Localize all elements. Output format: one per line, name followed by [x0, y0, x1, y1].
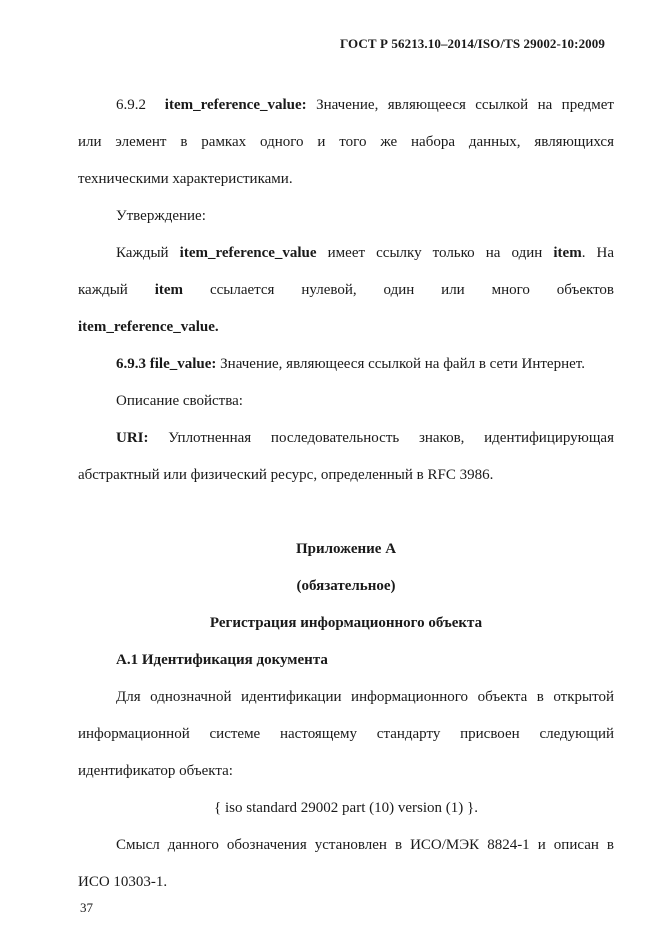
- s692-term: item_reference_value:: [164, 97, 307, 113]
- page-number: 37: [80, 900, 93, 915]
- assertion-term: item_reference_value: [179, 245, 317, 261]
- assertion-text-c: . На: [581, 245, 615, 261]
- annex-status-text: (обязательное): [296, 578, 396, 594]
- a1-p2-line-2: ИСО 10303-1.: [78, 874, 168, 890]
- a1-heading: [116, 651, 614, 669]
- uri-line-1: [116, 429, 614, 447]
- assertion-line-2: [78, 281, 614, 299]
- annex-heading-text: Регистрация информационного объекта: [209, 615, 483, 631]
- uri-line-2: абстрактный или физический ресурс, определенный в RFC 3986.: [78, 467, 494, 483]
- s693-term: 6.9.3 file_value:: [116, 356, 217, 372]
- s692-line-2: или элемент в рамках одного и того же набора данных, являющихся: [78, 134, 614, 150]
- annex-title-text: Приложение А: [295, 541, 397, 557]
- a1-heading-text: А.1 Идентификация документа: [116, 652, 328, 668]
- assertion-line-1: [116, 244, 614, 262]
- assertion-text-e: ссылается нулевой, один или много объектов: [209, 282, 615, 298]
- property-label: Описание свойства:: [116, 393, 243, 409]
- assertion-text-b: имеет ссылку только на один: [327, 245, 543, 261]
- a1-p1-line-3: идентификатор объекта:: [78, 763, 233, 779]
- s693-line: [116, 355, 614, 373]
- s692-text: Значение, являющееся ссылкой на предмет: [316, 97, 614, 113]
- a1-p1-line-2: информационной системе настоящему стандарту присвоен следующий: [78, 726, 614, 742]
- s692-line-3: техническими характеристиками.: [78, 171, 293, 187]
- assertion-item: item: [553, 245, 582, 261]
- s693-text: Значение, являющееся ссылкой на файл в сети Интернет.: [220, 356, 585, 372]
- s692-line-1: [116, 96, 614, 114]
- page-header: ГОСТ Р 56213.10–2014/ISO/TS 29002-10:2009: [339, 36, 605, 51]
- assertion-label: Утверждение:: [116, 208, 206, 224]
- assertion-term-2: item_reference_value.: [78, 319, 219, 335]
- uri-text: Уплотненная последовательность знаков, идентифицирующая: [168, 430, 614, 446]
- assertion-text-a: Каждый: [116, 245, 169, 261]
- uri-term: URI:: [116, 430, 149, 446]
- annex-status: [78, 577, 614, 595]
- object-identifier: { iso standard 29002 part (10) version (1) }.: [214, 800, 478, 816]
- annex-title: [78, 540, 614, 558]
- assertion-line-3: [78, 318, 614, 336]
- a1-p2-line-1: Смысл данного обозначения установлен в ИСО/МЭК 8824-1 и описан в: [116, 837, 614, 853]
- annex-heading: [78, 614, 614, 632]
- assertion-text-d: каждый: [78, 282, 128, 298]
- a1-p1-line-1: Для однозначной идентификации информационного объекта в открытой: [116, 689, 614, 705]
- assertion-item-2: item: [154, 282, 184, 298]
- s692-number: 6.9.2: [116, 97, 146, 113]
